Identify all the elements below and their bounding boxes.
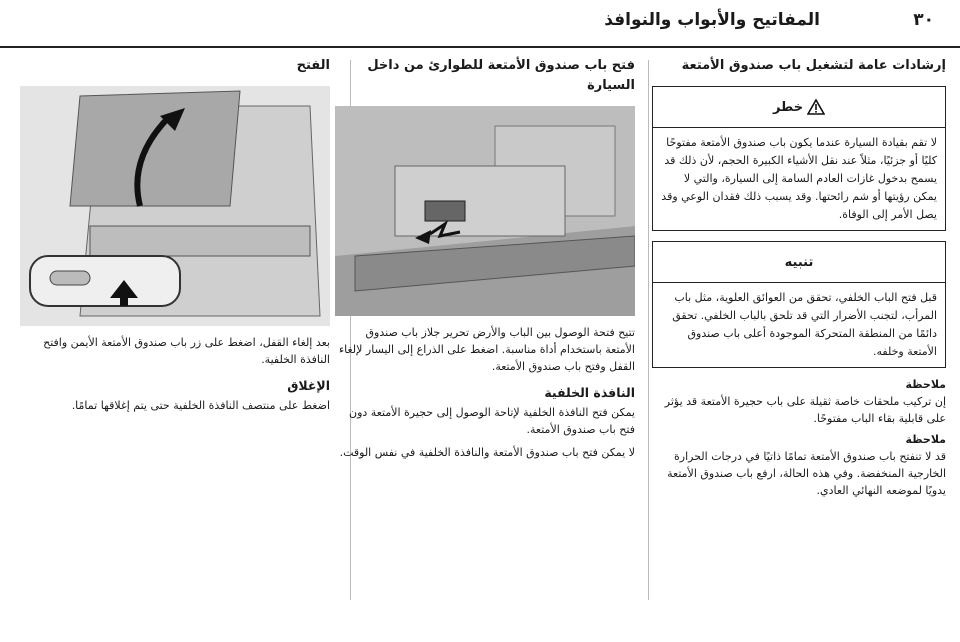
rear-window-figure [20, 86, 330, 326]
note-label: ملاحظة [905, 433, 946, 446]
paragraph: بعد إلغاء القفل، اضغط على زر باب صندوق الأمتعة الأيمن وافتح النافذة الخلفية. [43, 336, 330, 366]
column-right [652, 56, 946, 505]
subsection-title: النافذة الخلفية [544, 385, 635, 400]
warning-text: لا تقم بقيادة السيارة عندما يكون باب صندوق الأمتعة مفتوحًا كليًا أو جزئيًا، مثلاً عند نقل الأشياء الكبيرة الحجم، لأن ذلك قد يسمح بدخول غازات العادم السامة إلى السيارة، والتي لا يمكن رؤيتها أو شم رائحتها. وقد يسبب ذلك فقدان الوعي وقد يصل الأمر إلى الوفاة. [661, 136, 937, 221]
warning-label: خطر [772, 99, 804, 115]
subsection-title: الإغلاق [287, 378, 330, 393]
section-heading: فتح باب صندوق الأمتعة للطوارئ من داخل السيارة [367, 58, 635, 93]
warning-triangle-icon [807, 99, 825, 115]
caution-label: تنبيه [784, 254, 814, 270]
page-number: ٣٠ [913, 10, 934, 30]
caution-text: قبل فتح الباب الخلفي، تحقق من العوائق العلوية، مثل باب المرأب، لتجنب الأضرار التي قد تلحق بالباب الخلفي. تحقق دائمًا من المنطقة المتحركة الموجودة أعلى باب صندوق الأمتعة وخلفه. [672, 291, 937, 358]
column-divider [648, 60, 649, 600]
cargo-interior-illustration [335, 106, 635, 316]
note-text: قد لا تنفتح باب صندوق الأمتعة تمامًا ذاتيًا في درجات الحرارة الخارجية المنخفضة. وفي هذه الحالة، ارفع باب صندوق الأمتعة يدويًا لموضعه النهائي العادي. [667, 450, 946, 497]
paragraph: يمكن فتح النافذة الخلفية لإتاحة الوصول إلى حجيرة الأمتعة دون فتح باب صندوق الأمتعة. [349, 406, 635, 436]
emergency-release-figure [335, 106, 635, 316]
column-middle [335, 56, 635, 467]
page-header [0, 0, 960, 46]
warning-box [652, 86, 946, 231]
caution-box [652, 241, 946, 368]
rear-window-illustration [20, 86, 330, 326]
figure-caption: تتيح فتحة الوصول بين الباب والأرض تحرير جلاز باب صندوق الأمتعة باستخدام أداة مناسبة. اضغط على الذراع إلى اليسار لإلغاء القفل وفتح باب صندوق الأمتعة. [338, 326, 635, 373]
column-left [20, 56, 330, 420]
warning-header [653, 87, 945, 128]
section-heading: الفتح [296, 58, 330, 73]
note-text: إن تركيب ملحقات خاصة ثقيلة على باب حجيرة الأمتعة قد يؤثر على قابلية بقاء الباب مفتوحًا. [664, 395, 946, 425]
section-heading: إرشادات عامة لتشغيل باب صندوق الأمتعة [681, 58, 946, 73]
paragraph: اضغط على منتصف النافذة الخلفية حتى يتم إغلاقها تمامًا. [71, 399, 330, 412]
paragraph: لا يمكن فتح باب صندوق الأمتعة والنافذة الخلفية في نفس الوقت. [339, 446, 635, 459]
header-rule [0, 46, 960, 48]
caution-header [653, 242, 945, 283]
note-label: ملاحظة [905, 378, 946, 391]
page-title: المفاتيح والأبواب والنوافذ [604, 10, 820, 30]
